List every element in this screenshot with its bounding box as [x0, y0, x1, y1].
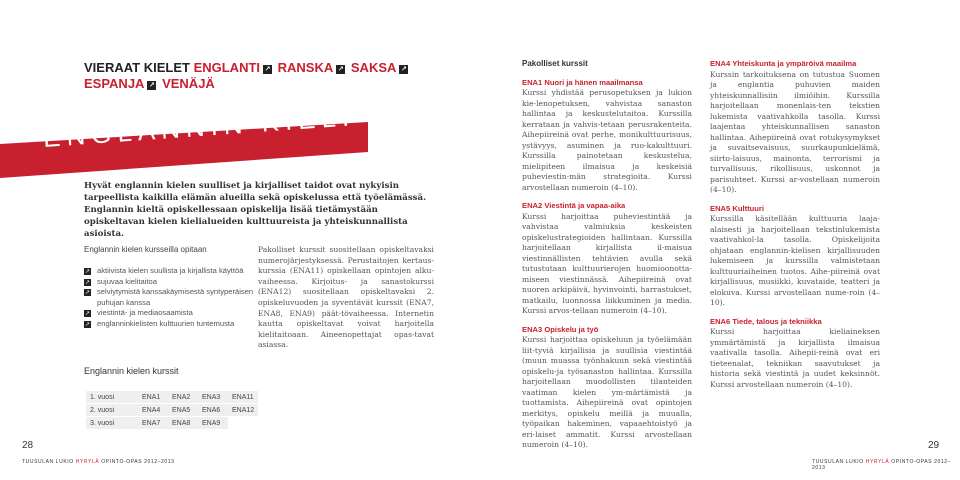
course-title: ENA6 Tiede, talous ja tekniikka — [710, 316, 822, 326]
page-number-left: 28 — [22, 440, 34, 451]
table-row — [86, 417, 258, 430]
course-description: Kurssi harjoittaa puheviestintää ja vahvistaa valmiuksia keskeisten opiskelustrategioiden hallintaan. Kurssilla harjoitellaan kirjallista il-maisua viestinnällisten tehtävien avulla sekä tutustutaan kulttuurierojen huomioonotta-miseen viestinnässä. Aihepiireinä ovat nuoren arkipäivä, hyvinvointi, harrastukset, matkailu, luonnossa liikkuminen ja media. Kurssi arvos-tellaan numeroin (4–10). — [522, 211, 692, 315]
course-title: ENA5 Kulttuuri — [710, 203, 764, 213]
course-title: ENA1 Nuori ja hänen maailmansa — [522, 77, 643, 87]
arrow-icon: ↗ — [400, 65, 407, 73]
language-nav-prefix: VIERAAT KIELET — [84, 60, 190, 75]
arrow-icon: ↗ — [264, 65, 271, 73]
course-description: Kurssilla käsitellään kulttuuria laaja-alaisesti ja harjoitellaan tekstinlukemista vaativahkol-la tasolla. Opiskelijoita ohjataan englannin-kielisen kirjallisuuden lukemiseen ja kurssilla valmistetaan kulttuuriaiheinen tuotos. Aihe-piireinä ovat kirjallisuus, musiikki, kuvataide, teatteri ja elokuva. Kurssi arvostellaan nume-roin (4–10). — [710, 214, 880, 307]
language-nav — [84, 60, 410, 92]
arrow-icon: ↗ — [149, 81, 155, 89]
intro-paragraph: Hyvät englannin kielen suulliset ja kirjalliset taidot ovat nykyisin tarpeellista kaikilla elämän alueilla sekä opiskelussa että työelämässä. Englannin kieltä opiskellessaan opiskelija lisää tietämystään opiskeltavan kielen kielialueiden kulttuureista ja yhteiskunnallista asioista. — [84, 181, 427, 239]
mandatory-heading: Pakolliset kurssit — [522, 59, 588, 68]
course-title: ENA4 Yhteiskunta ja ympäröivä maailma — [710, 59, 857, 68]
page-title: ENGLANNIN KIELI — [42, 101, 356, 153]
table-cell: 1. vuosi — [86, 391, 138, 404]
page-number-right: 29 — [928, 440, 940, 451]
list-item: ↗ selviytymistä kanssakäymisestä syntyperäisen puhujan kanssa — [84, 287, 254, 307]
aims-list — [84, 266, 259, 330]
courses-table — [86, 391, 258, 430]
table-cell: ENA5 — [168, 404, 198, 417]
course-description: Kurssi harjoittaa opiskeluun ja työelämään liit-tyviä kirjallisia ja suullisia viestintää (muun muassa työnhakuun sekä viestintää opiskelu-ja työsanaston hallintaa. Kurssilla harjoitellaan muodollisten tilanteiden vaatiman kielen ym-märtämistä ja tuottamista. Aihepiireinä ovat opintojen merkitys, opiskelu meillä ja muualla, työpaikan hakeminen, vapaaehtoistyö ja eri-laiset ammatit. Kurssi arvostellaan numeroin (4–10). — [522, 335, 692, 449]
table-row — [86, 391, 258, 404]
footer-right: TUUSULAN LUKIO HYRYLÄ OPINTO-OPAS 2012–2013 — [812, 459, 952, 471]
table-cell: ENA4 — [138, 404, 168, 417]
lang-link-english[interactable]: ENGLANTI — [193, 60, 261, 75]
table-cell: 3. vuosi — [86, 417, 138, 430]
table-cell: ENA6 — [198, 404, 228, 417]
list-item: ↗ englanninkielisten kulttuurien tuntemusta — [84, 318, 235, 328]
course-order-info: Pakolliset kurssit suositellaan opiskeltavaksi numerojärjestyksessä. Perustaitojen kertaus-kurssia (ENA11) opiskellaan opintojen alku-vaiheessa. Kirjoitus- ja sanastokurssi (ENA12) suositellaan opiskeltavaksi 2. opiskeluvuoden ja syventävät kurssit (ENA7, ENA8, ENA9) päät-tövaiheessa. Internetin kautta opiskeltavat voivat harjoitella kielitaitoaan. Aineenopettajat opas-tavat asiassa. — [258, 245, 434, 350]
table-cell: ENA1 — [138, 391, 168, 404]
table-cell — [228, 417, 258, 430]
aims-heading: Englannin kielen kursseilla opitaan — [84, 245, 207, 254]
table-cell: ENA12 — [228, 404, 258, 417]
lang-link-french[interactable]: RANSKA — [277, 60, 334, 75]
course-description: Kurssi yhdistää perusopetuksen ja lukion kie-lenopetuksen, vahvistaa sanaston hallintaa ja keskustelutaitoa. Kurssilla kerrataan ja vahvis-tetaan perusrakenteita. Aihepiireinä ovat perhe, monikulttuurisuus, ystävyys, asuminen ja ruo-kakulttuuri. Kurssilla painotetaan keskustelua, mielipiteen ilmaisua ja keskeisiä puheviestin-män strategioita. Kurssi arvostellaan numeroin (4–10). — [522, 88, 692, 192]
table-row — [86, 404, 258, 417]
table-cell: ENA8 — [168, 417, 198, 430]
footer-left: TUUSULAN LUKIO HYRYLÄ OPINTO-OPAS 2012–2013 — [22, 459, 175, 465]
course-title: ENA3 Opiskelu ja työ — [522, 324, 599, 334]
course-title: ENA2 Viestintä ja vapaa-aika — [522, 201, 626, 210]
table-cell: ENA7 — [138, 417, 168, 430]
language-nav-line2 — [84, 76, 410, 92]
table-cell: 2. vuosi — [86, 404, 138, 417]
lang-link-spanish[interactable]: ESPANJA — [84, 76, 145, 91]
course-description: Kurssi harjoittaa kieliaineksen ymmärtämistä ja kirjallista ilmaisua vaativalla tasolla. Aihepii-reinä ovat eri tieteenalat, tekniikan saavutukset ja historia sekä viestintä ja uudet keksinnöt. Kurssi arvostellaan numeroin (4–10). — [710, 327, 880, 389]
arrow-icon: ↗ — [84, 278, 91, 286]
courses-column-2 — [710, 59, 880, 398]
courses-table-title: Englannin kielen kurssit — [84, 366, 179, 376]
list-item: ↗ sujuvaa kielitaitoa — [84, 276, 157, 286]
list-item: ↗ aktiivista kielen suullista ja kirjallista käyttöä — [84, 266, 244, 275]
lang-link-russian[interactable]: VENÄJÄ — [162, 76, 215, 91]
table-cell: ENA3 — [198, 391, 228, 404]
table-cell: ENA11 — [228, 391, 258, 404]
table-cell: ENA9 — [198, 417, 228, 430]
mandatory-courses-column — [522, 59, 692, 459]
list-item: ↗ viestintä- ja mediaosaamista — [84, 308, 193, 318]
course-description: Kurssin tarkoituksena on tutustua Suomen ja englantia puhuvien maiden yhteiskunnallisiin ilmiöihin. Kurssilla harjoitellaan monenlais-ten tekstien lukemista vaativahkolla tasolla. Kurssi laajentaa yhteiskunnallisen sanaston hallintaa. Aihepiireinä ovat rotukysymykset ja suvaitsevaisuus, suurkaupunkielämä, siirto-laisuus, mainonta, terrorismi ja turvallisuus, rikollisuus, uskonnot ja parisuhteet. Kurssi ar-vostellaan numeroin (4–10). — [710, 69, 880, 194]
arrow-icon: ↗ — [84, 268, 91, 275]
arrow-icon: ↗ — [84, 289, 91, 297]
arrow-icon: ↗ — [84, 320, 91, 328]
lang-link-german[interactable]: SAKSA — [350, 60, 397, 75]
table-cell: ENA2 — [168, 391, 198, 404]
arrow-icon: ↗ — [84, 310, 91, 318]
language-nav-line1 — [84, 60, 410, 76]
arrow-icon: ↗ — [337, 65, 344, 73]
